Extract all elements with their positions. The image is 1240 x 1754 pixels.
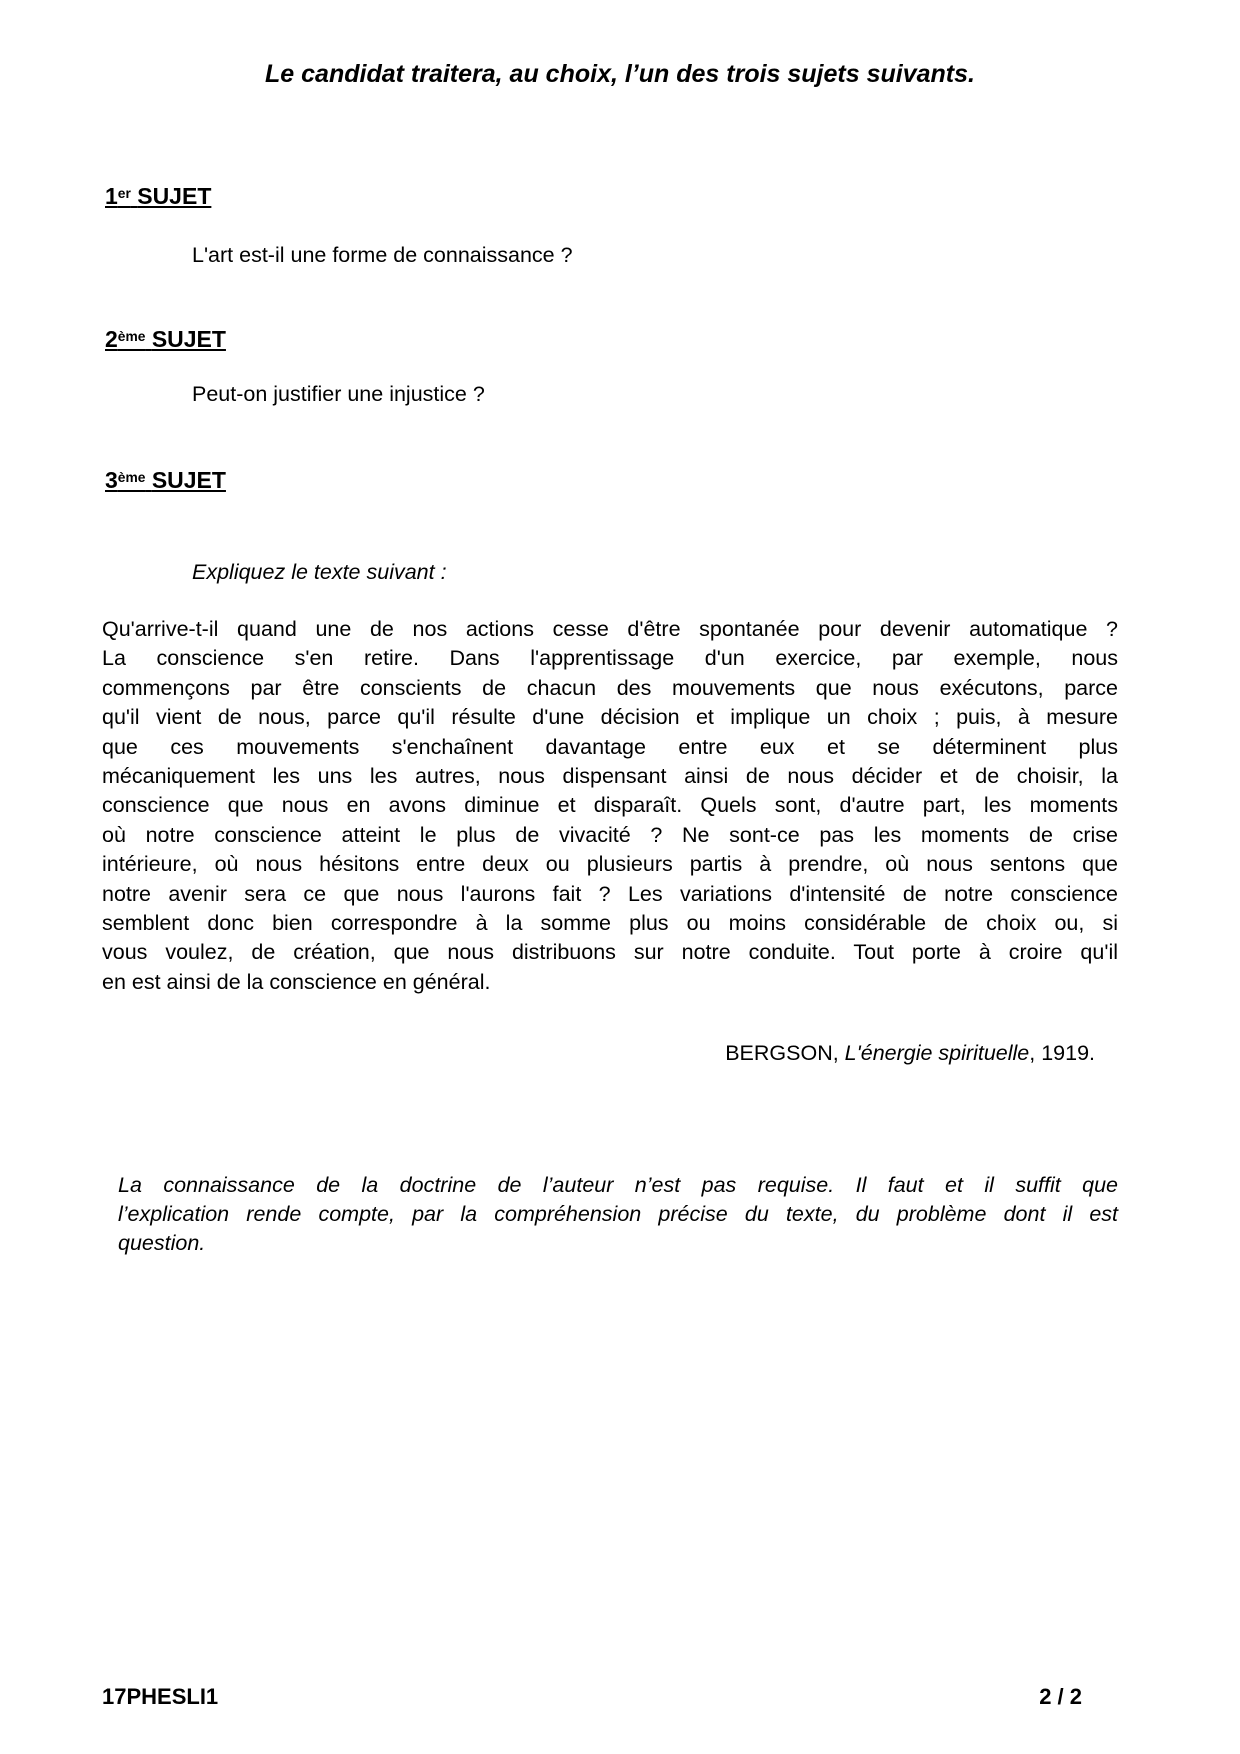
text-extract xyxy=(102,615,1118,997)
text-line: conscience que nous en avons diminue et disparaît. Quels sont, d'autre part, les moments xyxy=(102,793,1118,818)
subject-1-number: 1 xyxy=(105,183,118,209)
text-line: semblent donc bien correspondre à la somme plus ou moins considérable de choix ou, si xyxy=(102,911,1118,936)
subject-3-ordinal: ème xyxy=(117,469,146,485)
subject-1-heading xyxy=(105,183,211,213)
subject-1-heading-text xyxy=(105,183,211,209)
footer-page-number: 2 / 2 xyxy=(1039,1684,1082,1709)
document-title: Le candidat traitera, au choix, l’un des trois sujets suivants. xyxy=(265,60,975,88)
notice xyxy=(118,1171,1118,1259)
subject-2-heading-text xyxy=(105,326,226,352)
text-line: qu'il vient de nous, parce qu'il résulte d'une décision et implique un choix ; puis, à mesure xyxy=(102,705,1118,730)
text-line: que ces mouvements s'enchaînent davantage entre eux et se déterminent plus xyxy=(102,734,1118,759)
text-line: l’explication rende compte, par la compréhension précise du texte, du problème dont il est xyxy=(118,1202,1118,1227)
subject-2-label: SUJET xyxy=(151,326,226,352)
subject-2-question: Peut-on justifier une injustice ? xyxy=(192,382,485,406)
footer-document-code: 17PHESLI1 xyxy=(102,1684,219,1709)
subject-3-heading xyxy=(105,467,226,497)
text-line: question. xyxy=(118,1231,206,1256)
text-line: intérieure, où nous hésitons entre deux ou plusieurs partis à prendre, où nous sentons que xyxy=(102,852,1118,877)
text-line: La connaissance de la doctrine de l’auteur n’est pas requise. Il faut et il suffit que xyxy=(118,1173,1118,1197)
subject-3-number: 3 xyxy=(105,467,118,493)
text-line: La conscience s'en retire. Dans l'apprentissage d'un exercice, par exemple, nous xyxy=(102,646,1118,671)
subject-2-number: 2 xyxy=(105,326,118,352)
attribution-year: , 1919. xyxy=(1029,1041,1095,1065)
subject-1-question: L'art est-il une forme de connaissance ? xyxy=(192,243,573,267)
subject-2-heading xyxy=(105,326,226,356)
text-line: notre avenir sera ce que nous l'aurons fait ? Les variations d'intensité de notre conscience xyxy=(102,881,1118,906)
text-line: commençons par être conscients de chacun des mouvements que nous exécutons, parce xyxy=(102,675,1118,700)
subject-2-ordinal: ème xyxy=(117,328,146,344)
text-line: mécaniquement les uns les autres, nous dispensant ainsi de nous décider et de choisir, la xyxy=(102,764,1118,789)
subject-3-heading-text xyxy=(105,467,226,493)
subject-1-label: SUJET xyxy=(137,183,212,209)
text-line: vous voulez, de création, que nous distribuons sur notre conduite. Tout porte à croire qu'il xyxy=(102,940,1118,965)
subject-1-ordinal: er xyxy=(117,185,131,201)
attribution xyxy=(725,1040,1095,1067)
text-line: où notre conscience atteint le plus de vivacité ? Ne sont-ce pas les moments de crise xyxy=(102,822,1118,847)
text-line: Qu'arrive-t-il quand une de nos actions cesse d'être spontanée pour devenir automatique ? xyxy=(102,617,1118,641)
text-line: en est ainsi de la conscience en général. xyxy=(102,969,491,994)
subject-3-instruction: Expliquez le texte suivant : xyxy=(192,560,447,584)
attribution-author: BERGSON, xyxy=(725,1041,845,1065)
attribution-work-title: L'énergie spirituelle xyxy=(844,1041,1030,1065)
subject-3-label: SUJET xyxy=(151,467,226,493)
